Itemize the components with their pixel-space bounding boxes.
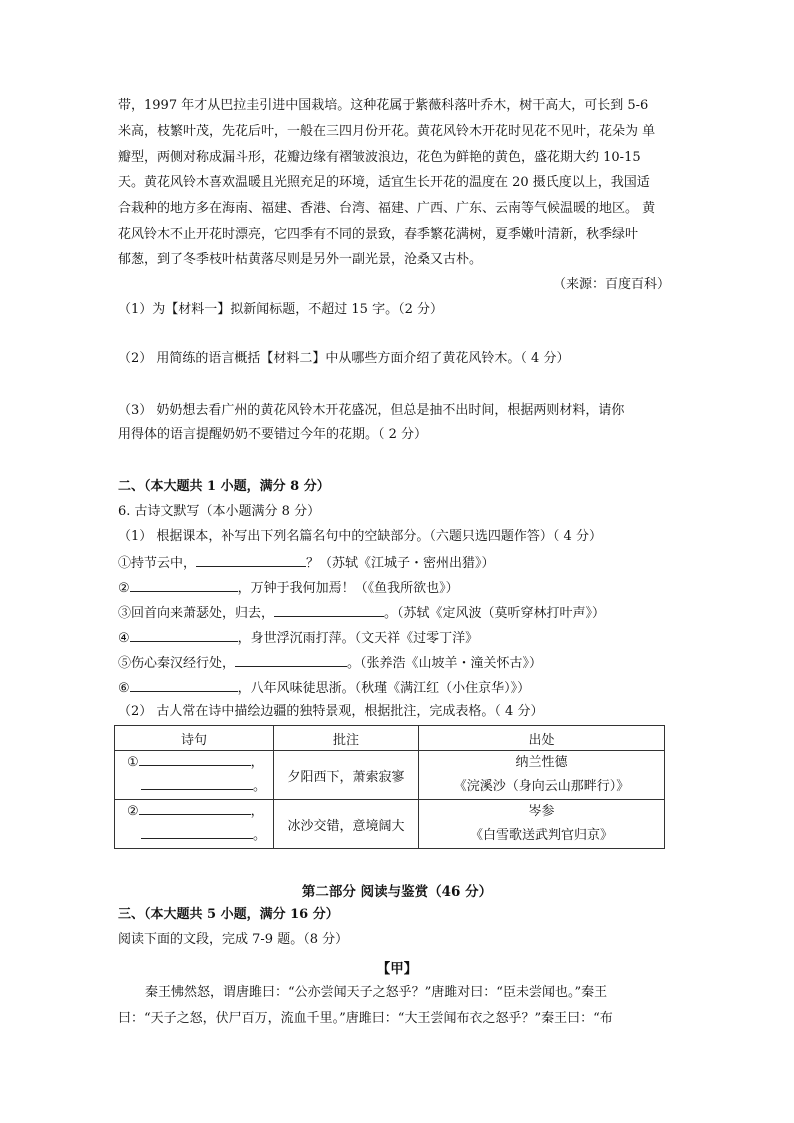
- question-3-line1: （3） 奶奶想去看广州的黄花风铃木开花盛况，但总是抽不出时间，根据两则材料，请你: [118, 403, 625, 418]
- question-6-title: 6. 古诗文默写（本小题满分 8 分）: [118, 504, 321, 519]
- part-2-title: 第二部分 阅读与鉴赏（46 分）: [301, 884, 493, 900]
- source-work: 《白雪歌送武判官归京》: [469, 828, 613, 843]
- section-2-heading: 二、（本大题共 1 小题，满分 8 分）: [118, 479, 330, 494]
- passage-line: 曰：“天子之怒，伏尸百万，流血千里。”唐雎曰：“大王尝闻布衣之怒乎？”秦王曰：“布: [118, 1011, 613, 1026]
- item-suffix: ，万钟于我何加焉！（《鱼我所欲也》）: [237, 581, 459, 596]
- poem-line-cell: [115, 800, 274, 849]
- answer-blank[interactable]: [130, 678, 238, 692]
- material-text-line: 花风铃木不止开花时漂亮，它四季有不同的景致，春季繁花满树，夏季嫩叶清新，秋季绿叶: [118, 227, 639, 242]
- poem-line-blank-row: [115, 751, 273, 775]
- source-cell: [419, 800, 665, 849]
- item-suffix: 。（张养浩《山坡羊・潼关怀古》）: [347, 656, 543, 671]
- recitation-item: [118, 628, 478, 648]
- answer-blank[interactable]: [235, 653, 347, 667]
- header-poem-line: 诗句: [115, 726, 274, 751]
- row-number: ①: [127, 755, 139, 770]
- reading-instruction: 阅读下面的文段，完成 7-9 题。（8 分）: [118, 932, 349, 947]
- poem-line-cell: [115, 751, 274, 800]
- answer-blank[interactable]: [130, 628, 238, 642]
- source-author: 岑参: [528, 804, 555, 819]
- answer-blank[interactable]: [141, 825, 253, 839]
- table-row: [115, 751, 665, 800]
- table-row: [115, 800, 665, 849]
- period: 。: [253, 828, 267, 843]
- source-cell: [419, 751, 665, 800]
- item-prefix: ③回首向来萧瑟处，归去，: [118, 606, 275, 621]
- material-text-line: 瓣型，两侧对称成漏斗形，花瓣边缘有褶皱波浪边，花色为鲜艳的黄色，盛花期大约 10-15: [118, 150, 641, 165]
- answer-blank[interactable]: [141, 776, 253, 790]
- recitation-item: [118, 578, 459, 598]
- passage-line: 秦王怫然怒，谓唐雎曰：“公亦尝闻天子之怒乎？”唐雎对曰：“臣未尝闻也。”秦王: [145, 985, 608, 1000]
- item-prefix: ④: [118, 631, 130, 646]
- material-text-line: 带，1997 年才从巴拉圭引进中国栽培。这种花属于紫薇科落叶乔木，树干高大，可长到 5-6: [118, 98, 649, 113]
- table-header-row: [115, 726, 665, 751]
- poem-line-blank-row: [115, 775, 273, 799]
- question-3-line2: 用得体的语言提醒奶奶不要错过今年的花期。（ 2 分）: [118, 427, 428, 442]
- recitation-item: [118, 603, 605, 623]
- annotation-cell: 夕阳西下，萧索寂寥: [274, 751, 419, 800]
- item-prefix: ①持节云中，: [118, 556, 197, 571]
- recitation-item: [118, 553, 495, 573]
- question-6-2-intro: （2） 古人常在诗中描绘边疆的独特景观，根据批注，完成表格。（ 4 分）: [118, 704, 544, 719]
- answer-blank[interactable]: [139, 801, 251, 815]
- poem-table: [114, 725, 665, 849]
- question-2: （2） 用简练的语言概括【材料二】中从哪些方面介绍了黄花风铃木。（ 4 分）: [118, 351, 570, 366]
- question-1: （1）为【材料一】拟新闻标题，不超过 15 字。（2 分）: [118, 302, 443, 317]
- answer-blank[interactable]: [196, 553, 306, 567]
- material-text-line: 米高，枝繁叶茂，先花后叶，一般在三四月份开花。黄花风铃木开花时见花不见叶，花朵为 单: [118, 124, 656, 139]
- answer-blank[interactable]: [139, 752, 251, 766]
- item-prefix: ⑤伤心秦汉经行处，: [118, 656, 236, 671]
- item-suffix: ？（苏轼《江城子・密州出猎》）: [306, 556, 495, 571]
- header-annotation: 批注: [274, 726, 419, 751]
- poem-line-blank-row: [115, 824, 273, 848]
- recitation-item: [118, 653, 542, 673]
- item-prefix: ②: [118, 581, 130, 596]
- answer-blank[interactable]: [274, 603, 384, 617]
- section-3-heading: 三、（本大题共 5 小题，满分 16 分）: [118, 907, 339, 922]
- source-author: 纳兰性德: [515, 755, 568, 770]
- passage-label: 【甲】: [376, 961, 418, 977]
- answer-blank[interactable]: [130, 578, 238, 592]
- material-text-line: 天。黄花风铃木喜欢温暖且光照充足的环境，适宜生长开花的温度在 20 摄氏度以上，我国适: [118, 175, 650, 190]
- source-citation: （来源：百度百科）: [552, 277, 670, 292]
- row-number: ②: [127, 804, 139, 819]
- item-suffix: 。（苏轼《定风波（莫听穿林打叶声》）: [384, 606, 606, 621]
- recitation-item: [118, 678, 530, 698]
- period: 。: [253, 779, 267, 794]
- item-prefix: ⑥: [118, 681, 130, 696]
- annotation-cell: 冰沙交错，意境阔大: [274, 800, 419, 849]
- material-text-line: 合栽种的地方多在海南、福建、香港、台湾、福建、广西、广东、云南等气候温暖的地区。 黄: [118, 201, 656, 216]
- comma: ，: [250, 755, 264, 770]
- question-6-1-intro: （1） 根据课本，补写出下列名篇名句中的空缺部分。（六题只选四题作答）（ 4 分）: [118, 529, 602, 544]
- material-text-line: 郁葱，到了冬季枝叶枯黄落尽则是另外一副光景，沧桑又古朴。: [118, 252, 483, 267]
- poem-line-blank-row: [115, 800, 273, 824]
- item-suffix: ，八年风味徒思浙。（秋瑾《满江红（小住京华）》）: [237, 681, 531, 696]
- item-suffix: ，身世浮沉雨打萍。（文天祥《过零丁洋》: [237, 631, 479, 646]
- source-work: 《浣溪沙（身向云山那畔行）》: [453, 779, 630, 794]
- header-source: 出处: [419, 726, 665, 751]
- comma: ，: [250, 804, 264, 819]
